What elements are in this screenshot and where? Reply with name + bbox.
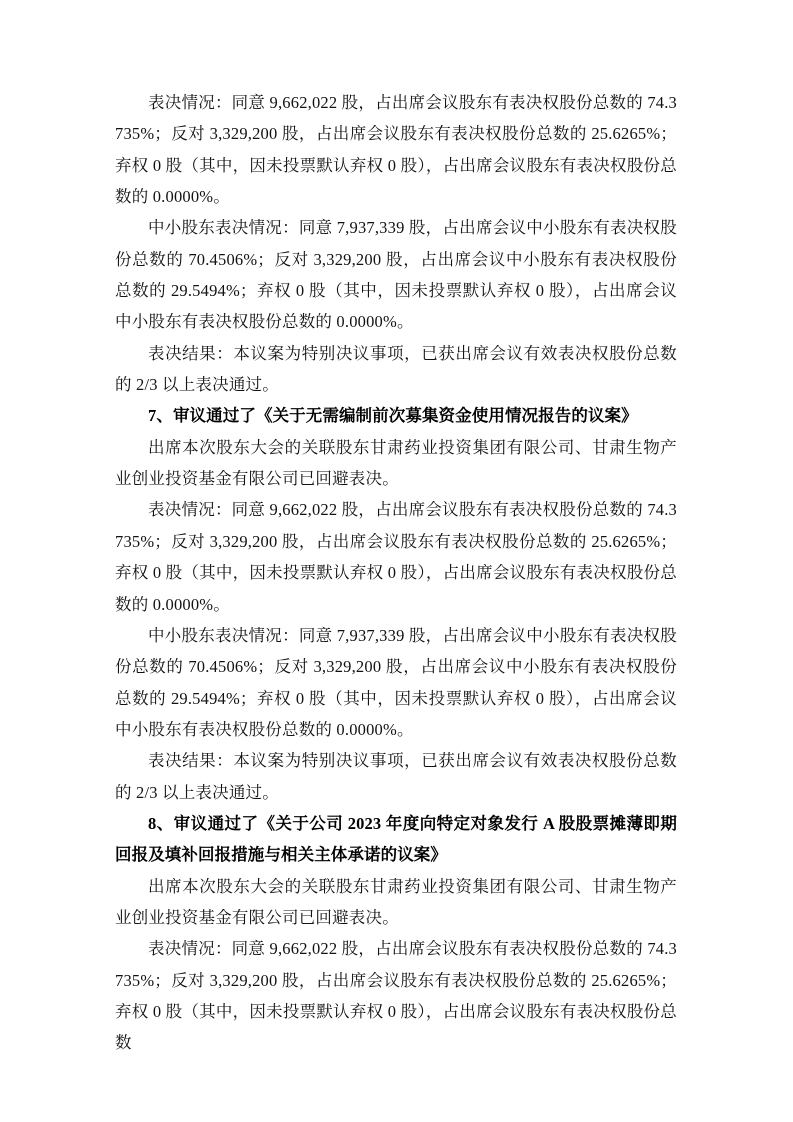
vote-result-all-shareholders: 表决情况：同意 9,662,022 股，占出席会议股东有表决权股份总数的 74.3735%；反对 3,329,200 股，占出席会议股东有表决权股份总数的 25.6265%；弃权 0 股（其中，因未投票默认弃权 0 股），占出席会议股东有表决权股份总数的 0.0000%。 <box>115 93 677 207</box>
agenda-item-7-heading: 7、审议通过了《关于无需编制前次募集资金使用情况报告的议案》 <box>148 406 638 426</box>
agenda-item-8-heading: 8、审议通过了《关于公司 2023 年度向特定对象发行 A 股股票摊薄即期回报及填补回报措施与相关主体承诺的议案》 <box>115 813 677 865</box>
vote-result-all-shareholders-truncated: 表决情况：同意 9,662,022 股，占出席会议股东有表决权股份总数的 74.3735%；反对 3,329,200 股，占出席会议股东有表决权股份总数的 25.6265%；弃权 0 股（其中，因未投票默认弃权 0 股），占出席会议股东有表决权股份总数 <box>115 939 677 1053</box>
abstention-note: 出席本次股东大会的关联股东甘肃药业投资集团有限公司、甘肃生物产业创业投资基金有限公司已回避表决。 <box>115 437 677 489</box>
vote-result-all-shareholders: 表决情况：同意 9,662,022 股，占出席会议股东有表决权股份总数的 74.3735%；反对 3,329,200 股，占出席会议股东有表决权股份总数的 25.6265%；弃权 0 股（其中，因未投票默认弃权 0 股），占出席会议股东有表决权股份总数的 0.0000%。 <box>115 500 677 614</box>
vote-result-minority-shareholders: 中小股东表决情况：同意 7,937,339 股，占出席会议中小股东有表决权股份总数的 70.4506%；反对 3,329,200 股，占出席会议中小股东有表决权股份总数的 29.5494%；弃权 0 股（其中，因未投票默认弃权 0 股），占出席会议中小股东有表决权股份总数的 0.0000%。 <box>115 218 677 332</box>
abstention-note: 出席本次股东大会的关联股东甘肃药业投资集团有限公司、甘肃生物产业创业投资基金有限公司已回避表决。 <box>115 876 677 927</box>
vote-conclusion: 表决结果：本议案为特别决议事项，已获出席会议有效表决权股份总数的 2/3 以上表决通过。 <box>115 343 677 395</box>
vote-conclusion: 表决结果：本议案为特别决议事项，已获出席会议有效表决权股份总数的 2/3 以上表决通过。 <box>115 751 677 802</box>
document-body <box>115 87 677 1059</box>
vote-result-minority-shareholders: 中小股东表决情况：同意 7,937,339 股，占出席会议中小股东有表决权股份总数的 70.4506%；反对 3,329,200 股，占出席会议中小股东有表决权股份总数的 29.5494%；弃权 0 股（其中，因未投票默认弃权 0 股），占出席会议中小股东有表决权股份总数的 0.0000%。 <box>115 625 677 739</box>
